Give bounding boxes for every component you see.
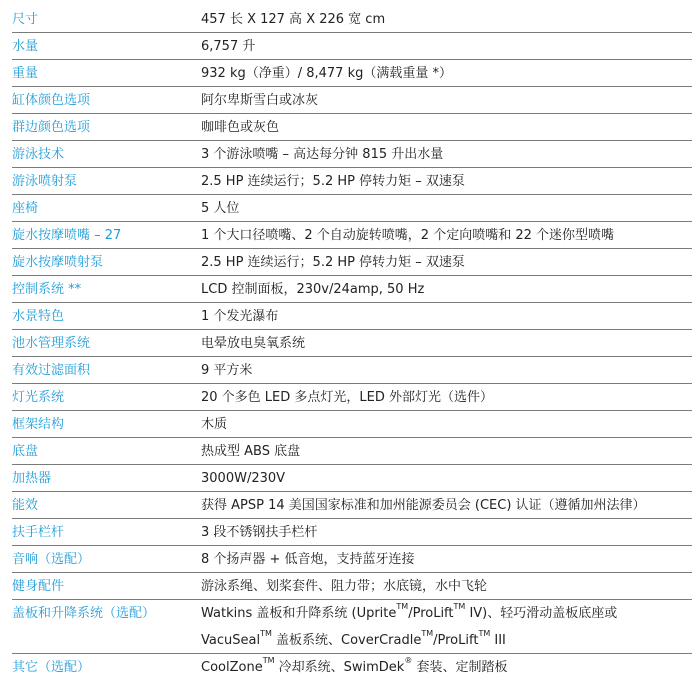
spec-row (12, 303, 692, 330)
spec-row (12, 141, 692, 168)
trademark-mark: TM (262, 655, 275, 665)
spec-row (12, 573, 692, 600)
trademark-mark: TM (421, 628, 434, 638)
trademark-mark: TM (478, 628, 491, 638)
trademark-mark: TM (260, 628, 272, 638)
spec-row (12, 249, 692, 276)
spec-row (12, 33, 692, 60)
spec-label: 盖板和升降系统（选配） (12, 606, 156, 621)
text-fragment: /ProLift (433, 633, 479, 648)
spec-value: 2.5 HP 连续运行；5.2 HP 停转力矩 – 双速泵 (201, 254, 465, 270)
trademark-mark: TM (453, 601, 466, 611)
spec-value: 木质 (201, 416, 228, 432)
spec-label: 游泳喷射泵 (12, 173, 78, 189)
spec-label: 控制系统 ** (12, 281, 82, 297)
spec-value: 6,757 升 (201, 38, 256, 54)
text-fragment: III (490, 633, 506, 648)
spec-label: 旋水按摩喷嘴 – 27 (12, 227, 122, 243)
spec-label: 健身配件 (12, 578, 65, 594)
spec-value: 3 个游泳喷嘴 – 高达每分钟 815 升出水量 (201, 146, 444, 162)
spec-value: 获得 APSP 14 美国国家标准和加州能源委员会 (CEC) 认证（遵循加州法律） (201, 497, 646, 513)
spec-label: 重量 (12, 65, 39, 81)
text-fragment: 冷却系统、SwimDek (274, 660, 405, 675)
spec-label: 缸体颜色选项 (12, 92, 91, 108)
text-fragment: CoolZone (201, 660, 263, 675)
spec-value: 游泳系绳、划桨套件、阻力带；水底镜，水中飞轮 (201, 578, 488, 594)
spec-value-line (201, 627, 692, 654)
spec-row (12, 276, 692, 303)
spec-label: 池水管理系统 (12, 335, 91, 351)
spec-value: 8 个扬声器 + 低音炮，支持蓝牙连接 (201, 551, 415, 567)
spec-label: 其它（选配） (12, 660, 91, 675)
text-fragment: /ProLift (408, 606, 454, 621)
registered-mark: ® (404, 655, 413, 665)
spec-value: 20 个多色 LED 多点灯光，LED 外部灯光（选件） (201, 389, 494, 405)
spec-row-other (12, 654, 692, 681)
spec-label: 有效过滤面积 (12, 362, 91, 378)
spec-label: 框架结构 (12, 416, 65, 432)
spec-label: 座椅 (12, 200, 39, 216)
spec-row (12, 546, 692, 573)
spec-value: 932 kg（净重）/ 8,477 kg（满载重量 *） (201, 65, 452, 81)
spec-row (12, 222, 692, 249)
spec-label: 灯光系统 (12, 389, 65, 405)
spec-label: 旋水按摩喷射泵 (12, 254, 104, 270)
spec-row (12, 6, 692, 33)
spec-row (12, 168, 692, 195)
spec-value: LCD 控制面板，230v/24amp, 50 Hz (201, 281, 425, 297)
spec-value: 1 个发光瀑布 (201, 308, 279, 324)
text-fragment: 套装、定制踏板 (412, 660, 508, 675)
spec-row (12, 492, 692, 519)
spec-value: 1 个大口径喷嘴、2 个自动旋转喷嘴，2 个定向喷嘴和 22 个迷你型喷嘴 (201, 227, 615, 243)
spec-label: 水量 (12, 38, 39, 54)
spec-row (12, 114, 692, 141)
spec-value: 2.5 HP 连续运行；5.2 HP 停转力矩 – 双速泵 (201, 173, 465, 189)
spec-label: 扶手栏杆 (12, 524, 65, 540)
spec-label: 能效 (12, 497, 39, 513)
spec-label: 水景特色 (12, 308, 65, 324)
spec-label: 尺寸 (12, 11, 39, 27)
spec-value: 电晕放电臭氧系统 (201, 335, 306, 351)
spec-row (12, 465, 692, 492)
spec-value: 5 人位 (201, 200, 240, 216)
text-fragment: 盖板系统、CoverCradle (271, 633, 422, 648)
spec-row (12, 330, 692, 357)
spec-value: 热成型 ABS 底盘 (201, 443, 301, 459)
spec-row (12, 60, 692, 87)
spec-value-line (201, 600, 692, 627)
spec-value (201, 654, 692, 681)
spec-label: 游泳技术 (12, 146, 65, 162)
spec-value (201, 600, 692, 654)
spec-row-cover (12, 600, 692, 654)
spec-value: 457 长 X 127 高 X 226 宽 cm (201, 11, 386, 27)
spec-row (12, 357, 692, 384)
spec-label: 底盘 (12, 443, 39, 459)
spec-row (12, 87, 692, 114)
spec-row (12, 384, 692, 411)
text-fragment: Watkins 盖板和升降系统 (Uprite (201, 606, 397, 621)
text-fragment: VacuSeal (201, 633, 261, 648)
spec-value: 咖啡色或灰色 (201, 119, 280, 135)
spec-row (12, 195, 692, 222)
trademark-mark: TM (396, 601, 409, 611)
spec-label: 加热器 (12, 470, 52, 486)
spec-value: 9 平方米 (201, 362, 253, 378)
spec-value: 阿尔卑斯雪白或冰灰 (201, 92, 319, 108)
spec-row (12, 519, 692, 546)
spec-value: 3 段不锈钢扶手栏杆 (201, 524, 318, 540)
spec-value: 3000W/230V (201, 470, 286, 486)
spec-row (12, 438, 692, 465)
spec-label: 群边颜色选项 (12, 119, 91, 135)
spec-row (12, 411, 692, 438)
spec-label: 音响（选配） (12, 551, 91, 567)
text-fragment: IV)、轻巧滑动盖板底座或 (465, 606, 618, 621)
spec-table (12, 6, 692, 681)
